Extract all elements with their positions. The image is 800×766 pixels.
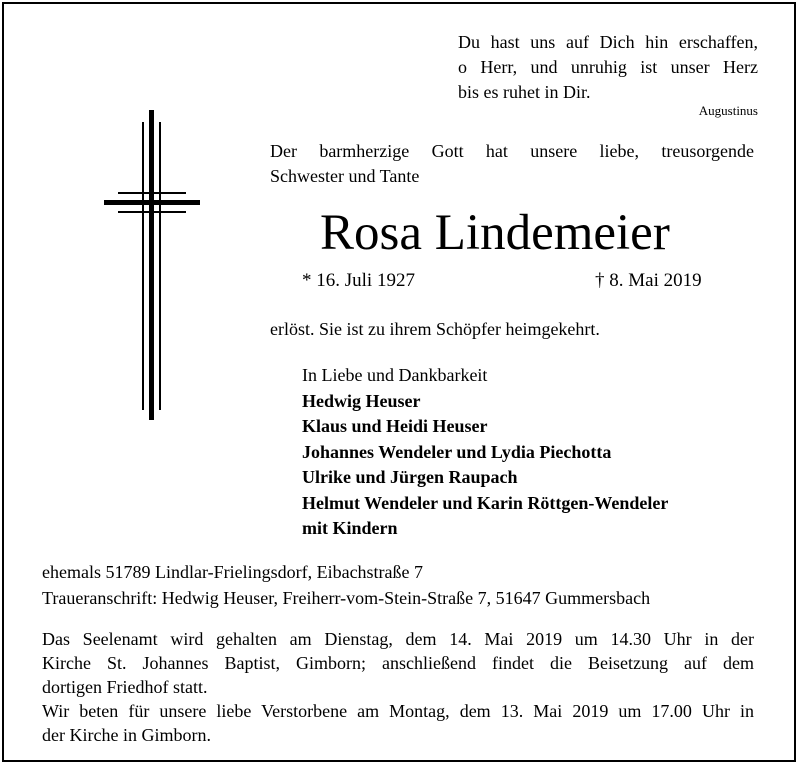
released-text: erlöst. Sie ist zu ihrem Schöpfer heimgekehrt. <box>270 319 600 339</box>
quote-author: Augustinus <box>698 103 758 118</box>
deceased-name-wrap <box>320 203 670 263</box>
service-info <box>42 627 754 747</box>
mourner-name: Johannes Wendeler und Lydia Piechotta <box>302 441 612 462</box>
quote-line: bis es ruhet in Dir. <box>458 82 591 102</box>
service-line: der Kirche in Gimborn. <box>42 725 211 745</box>
mourner-name: mit Kindern <box>302 518 398 538</box>
mourners-heading: In Liebe und Dankbarkeit <box>302 365 488 385</box>
intro-line: Der barmherzige Gott hat unsere liebe, treusorgende <box>270 141 754 161</box>
intro-text <box>270 139 754 189</box>
cross-icon <box>104 110 200 420</box>
deceased-name: Rosa Lindemeier <box>320 205 670 261</box>
birth-date: * 16. Juli 1927 <box>302 270 415 291</box>
quote <box>458 30 758 105</box>
intro-line: Schwester und Tante <box>270 166 420 186</box>
quote-line: o Herr, und unruhig ist unser Herz <box>458 57 758 77</box>
address-block <box>42 560 650 611</box>
service-line: Wir beten für unsere liebe Verstorbene am Montag, dem 13. Mai 2019 um 17.00 Uhr in <box>42 701 754 721</box>
service-line: Das Seelenamt wird gehalten am Dienstag, dem 14. Mai 2019 um 14.30 Uhr in der <box>42 629 754 649</box>
death-date: † 8. Mai 2019 <box>595 270 702 291</box>
mourner-name: Hedwig Heuser <box>302 390 421 411</box>
quote-line: Du hast uns auf Dich hin erschaffen, <box>458 32 758 52</box>
former-address: ehemals 51789 Lindlar-Frielingsdorf, Eibachstraße 7 <box>42 562 424 582</box>
service-line: dortigen Friedhof statt. <box>42 677 208 697</box>
mourner-name: Helmut Wendeler und Karin Röttgen-Wendeler <box>302 492 669 513</box>
mourner-name: Ulrike und Jürgen Raupach <box>302 467 518 487</box>
mourner-name: Klaus und Heidi Heuser <box>302 416 488 436</box>
mourners-list <box>302 363 668 542</box>
mourning-address: Traueranschrift: Hedwig Heuser, Freiherr-vom-Stein-Straße 7, 51647 Gummersbach <box>42 587 651 608</box>
service-line: Kirche St. Johannes Baptist, Gimborn; anschließend findet die Beisetzung auf dem <box>42 653 754 673</box>
